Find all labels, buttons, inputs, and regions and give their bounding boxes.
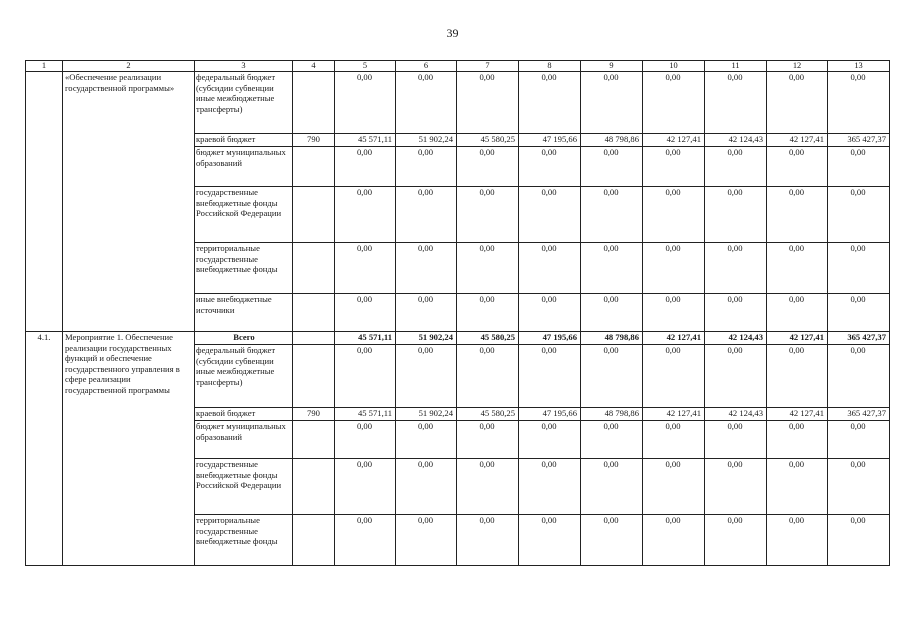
value-cell: 0,00 — [643, 515, 705, 566]
value-cell: 0,00 — [519, 187, 581, 243]
code-cell — [293, 345, 335, 408]
value-cell: 0,00 — [457, 294, 519, 332]
header-cell: 9 — [581, 61, 643, 72]
code-cell — [293, 421, 335, 459]
value-cell: 0,00 — [705, 515, 767, 566]
value-cell: 0,00 — [335, 72, 396, 134]
value-cell: 0,00 — [396, 187, 457, 243]
value-cell: 0,00 — [396, 72, 457, 134]
header-cell: 2 — [63, 61, 195, 72]
code-cell — [293, 72, 335, 134]
funding-source: краевой бюджет — [195, 408, 293, 421]
value-cell: 0,00 — [828, 459, 890, 515]
header-cell: 12 — [767, 61, 828, 72]
funding-source: краевой бюджет — [195, 134, 293, 147]
code-cell — [293, 294, 335, 332]
funding-source: иные внебюджетные источники — [195, 294, 293, 332]
page-number: 39 — [446, 26, 459, 40]
funding-source: бюджет муниципальных образований — [195, 421, 293, 459]
value-cell: 0,00 — [828, 515, 890, 566]
value-cell: 0,00 — [457, 345, 519, 408]
value-cell: 0,00 — [396, 459, 457, 515]
value-cell: 0,00 — [519, 294, 581, 332]
code-cell: 790 — [293, 408, 335, 421]
value-cell: 45 571,11 — [335, 332, 396, 345]
value-cell: 0,00 — [643, 459, 705, 515]
value-cell: 0,00 — [457, 515, 519, 566]
value-cell: 45 571,11 — [335, 134, 396, 147]
code-cell — [293, 332, 335, 345]
value-cell: 0,00 — [396, 421, 457, 459]
value-cell: 51 902,24 — [396, 408, 457, 421]
value-cell: 0,00 — [457, 187, 519, 243]
value-cell: 0,00 — [828, 345, 890, 408]
value-cell: 48 798,86 — [581, 134, 643, 147]
value-cell: 365 427,37 — [828, 134, 890, 147]
value-cell: 0,00 — [519, 147, 581, 187]
header-cell: 10 — [643, 61, 705, 72]
value-cell: 0,00 — [457, 459, 519, 515]
funding-source: территориальные государственные внебюджетные фонды — [195, 515, 293, 566]
value-cell: 0,00 — [767, 345, 828, 408]
header-cell: 8 — [519, 61, 581, 72]
funding-source: федеральный бюджет (субсидии субвенции иные межбюджетные трансферты) — [195, 345, 293, 408]
value-cell: 0,00 — [767, 72, 828, 134]
value-cell: 42 124,43 — [705, 332, 767, 345]
table-row — [26, 72, 890, 134]
table-row — [26, 332, 890, 345]
header-cell: 13 — [828, 61, 890, 72]
value-cell: 0,00 — [519, 243, 581, 294]
value-cell: 0,00 — [643, 243, 705, 294]
value-cell: 0,00 — [828, 147, 890, 187]
code-cell — [293, 147, 335, 187]
value-cell: 42 127,41 — [643, 332, 705, 345]
value-cell: 0,00 — [767, 147, 828, 187]
value-cell: 51 902,24 — [396, 332, 457, 345]
value-cell: 0,00 — [335, 421, 396, 459]
funding-source: федеральный бюджет (субсидии субвенции иные межбюджетные трансферты) — [195, 72, 293, 134]
code-cell: 790 — [293, 134, 335, 147]
value-cell: 0,00 — [643, 147, 705, 187]
value-cell: 45 580,25 — [457, 332, 519, 345]
value-cell: 45 571,11 — [335, 408, 396, 421]
header-cell: 1 — [26, 61, 63, 72]
code-cell — [293, 459, 335, 515]
value-cell: 42 124,43 — [705, 134, 767, 147]
value-cell: 0,00 — [581, 187, 643, 243]
value-cell: 0,00 — [335, 515, 396, 566]
value-cell: 0,00 — [335, 294, 396, 332]
value-cell: 0,00 — [828, 421, 890, 459]
funding-source: территориальные государственные внебюджетные фонды — [195, 243, 293, 294]
code-cell — [293, 515, 335, 566]
value-cell: 0,00 — [828, 243, 890, 294]
value-cell: 0,00 — [335, 147, 396, 187]
funding-source: государственные внебюджетные фонды Российской Федерации — [195, 187, 293, 243]
header-cell: 3 — [195, 61, 293, 72]
value-cell: 0,00 — [767, 421, 828, 459]
value-cell: 0,00 — [705, 187, 767, 243]
value-cell: 0,00 — [705, 421, 767, 459]
value-cell: 0,00 — [396, 345, 457, 408]
value-cell: 0,00 — [643, 294, 705, 332]
budget-table — [25, 60, 890, 566]
value-cell: 42 127,41 — [643, 408, 705, 421]
value-cell: 0,00 — [396, 243, 457, 294]
value-cell: 365 427,37 — [828, 408, 890, 421]
value-cell: 0,00 — [396, 294, 457, 332]
value-cell: 0,00 — [705, 459, 767, 515]
program-name: «Обеспечение реализации государственной программы» — [63, 72, 195, 332]
row-code: 4.1. — [26, 332, 63, 566]
value-cell: 47 195,66 — [519, 134, 581, 147]
value-cell: 0,00 — [767, 243, 828, 294]
value-cell: 42 127,41 — [643, 134, 705, 147]
value-cell: 0,00 — [581, 459, 643, 515]
value-cell: 48 798,86 — [581, 332, 643, 345]
value-cell: 0,00 — [519, 459, 581, 515]
value-cell: 0,00 — [705, 243, 767, 294]
value-cell: 47 195,66 — [519, 408, 581, 421]
funding-source: государственные внебюджетные фонды Российской Федерации — [195, 459, 293, 515]
value-cell: 0,00 — [705, 147, 767, 187]
value-cell: 42 127,41 — [767, 332, 828, 345]
value-cell: 0,00 — [581, 243, 643, 294]
value-cell: 0,00 — [335, 345, 396, 408]
value-cell: 0,00 — [396, 147, 457, 187]
value-cell: 51 902,24 — [396, 134, 457, 147]
value-cell: 0,00 — [335, 459, 396, 515]
value-cell: 47 195,66 — [519, 332, 581, 345]
code-cell — [293, 243, 335, 294]
value-cell: 45 580,25 — [457, 408, 519, 421]
header-cell: 7 — [457, 61, 519, 72]
header-cell: 11 — [705, 61, 767, 72]
value-cell: 0,00 — [828, 72, 890, 134]
value-cell: 42 124,43 — [705, 408, 767, 421]
program-name: Мероприятие 1. Обеспечение реализации государственных функций и обеспечение государственного управления в сфере реализации государственной программы — [63, 332, 195, 566]
value-cell: 0,00 — [457, 421, 519, 459]
value-cell: 0,00 — [767, 459, 828, 515]
value-cell: 0,00 — [519, 421, 581, 459]
value-cell: 0,00 — [335, 243, 396, 294]
funding-source: Всего — [195, 332, 293, 345]
funding-source: бюджет муниципальных образований — [195, 147, 293, 187]
value-cell: 0,00 — [581, 147, 643, 187]
value-cell: 0,00 — [519, 345, 581, 408]
value-cell: 42 127,41 — [767, 134, 828, 147]
value-cell: 0,00 — [581, 421, 643, 459]
value-cell: 0,00 — [581, 345, 643, 408]
value-cell: 0,00 — [767, 187, 828, 243]
value-cell: 0,00 — [335, 187, 396, 243]
value-cell: 0,00 — [581, 294, 643, 332]
value-cell: 0,00 — [643, 421, 705, 459]
header-cell: 6 — [396, 61, 457, 72]
value-cell: 0,00 — [519, 72, 581, 134]
value-cell: 0,00 — [828, 187, 890, 243]
value-cell: 0,00 — [457, 147, 519, 187]
value-cell: 0,00 — [457, 243, 519, 294]
value-cell: 45 580,25 — [457, 134, 519, 147]
value-cell: 365 427,37 — [828, 332, 890, 345]
value-cell: 0,00 — [643, 345, 705, 408]
value-cell: 0,00 — [705, 72, 767, 134]
value-cell: 48 798,86 — [581, 408, 643, 421]
value-cell: 0,00 — [396, 515, 457, 566]
header-row — [26, 61, 890, 72]
value-cell: 0,00 — [643, 187, 705, 243]
value-cell: 0,00 — [705, 294, 767, 332]
value-cell: 0,00 — [581, 515, 643, 566]
value-cell: 0,00 — [519, 515, 581, 566]
value-cell: 0,00 — [767, 294, 828, 332]
header-cell: 5 — [335, 61, 396, 72]
value-cell: 0,00 — [828, 294, 890, 332]
value-cell: 42 127,41 — [767, 408, 828, 421]
code-cell — [293, 187, 335, 243]
value-cell: 0,00 — [643, 72, 705, 134]
header-cell: 4 — [293, 61, 335, 72]
value-cell: 0,00 — [457, 72, 519, 134]
value-cell: 0,00 — [581, 72, 643, 134]
value-cell: 0,00 — [705, 345, 767, 408]
value-cell: 0,00 — [767, 515, 828, 566]
row-code — [26, 72, 63, 332]
